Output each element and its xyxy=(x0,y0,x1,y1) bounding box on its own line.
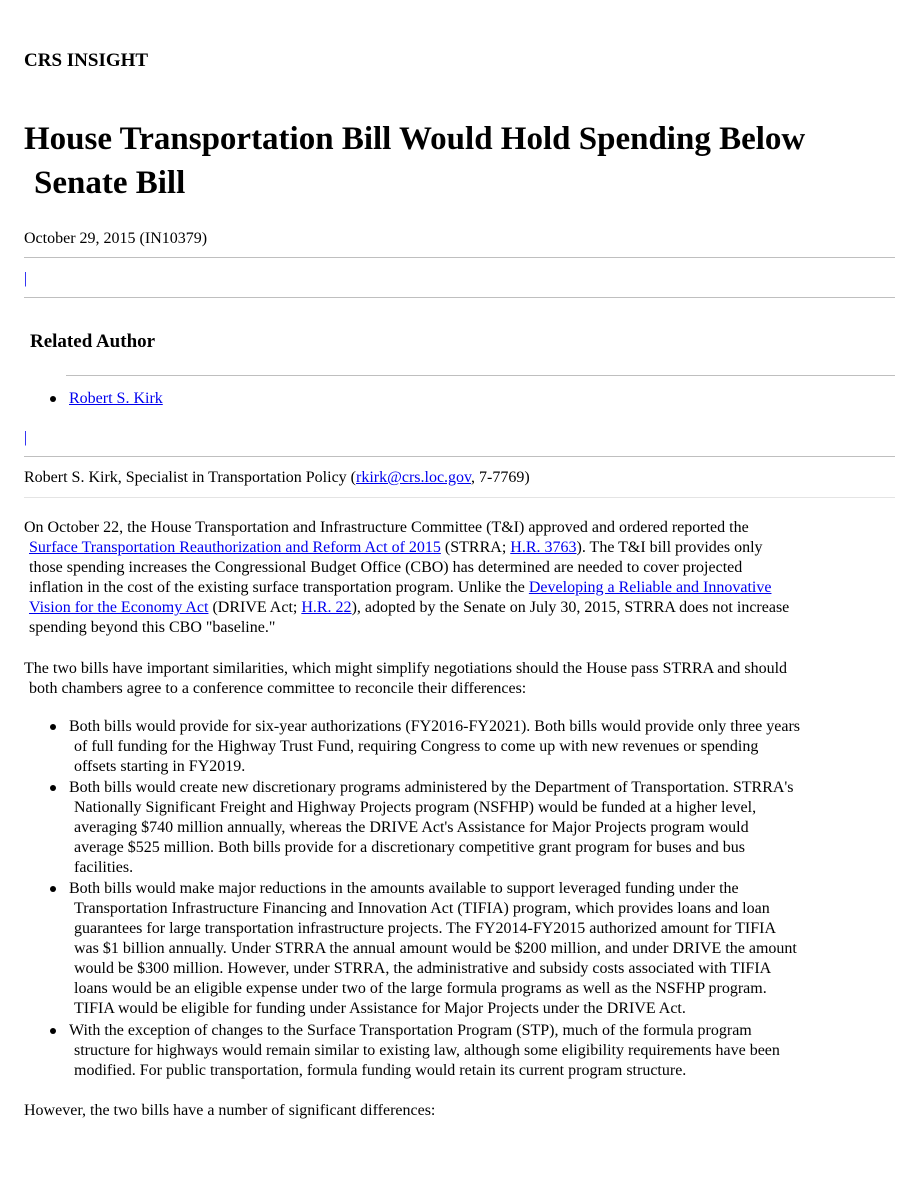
anchor-link[interactable] xyxy=(24,428,27,448)
text-line xyxy=(24,538,789,558)
author-byline xyxy=(24,468,530,488)
paragraph-intro xyxy=(24,518,789,638)
text-line: average $525 million. Both bills provide for a discretionary competitive grant program for buses and bus xyxy=(74,839,745,856)
paragraph-differences: However, the two bills have a number of significant differences: xyxy=(24,1102,436,1119)
related-author-heading: Related Author xyxy=(30,331,156,352)
hr3763-link[interactable]: H.R. 3763 xyxy=(510,539,577,556)
divider xyxy=(66,375,895,376)
text-line xyxy=(24,578,789,598)
text-line: structure for highways would remain similar to existing law, although some eligibility requirements have been xyxy=(74,1042,780,1059)
hr22-link[interactable]: H.R. 22 xyxy=(301,599,352,616)
title-line-2: Senate Bill xyxy=(34,165,186,201)
bullet-icon xyxy=(50,396,56,402)
text-line: offsets starting in FY2019. xyxy=(74,758,246,775)
text-line: Both bills would make major reductions in the amounts available to support leveraged funding under the xyxy=(69,880,739,897)
bullet-icon xyxy=(50,785,56,791)
text-line: TIFIA would be eligible for funding under Assistance for Major Projects under the DRIVE Act. xyxy=(74,1000,686,1017)
text-line: Both bills would provide for six-year authorizations (FY2016-FY2021). Both bills would provide only three years xyxy=(69,718,801,735)
text-line xyxy=(24,598,789,618)
text-line: Transportation Infrastructure Financing and Innovation Act (TIFIA) program, which provides loans and loan xyxy=(74,900,770,917)
author-email-link[interactable]: rkirk@crs.loc.gov xyxy=(356,469,471,486)
anchor-link-text[interactable]: | xyxy=(24,429,28,446)
title-line-1: House Transportation Bill Would Hold Spending Below xyxy=(24,121,806,157)
text-line: both chambers agree to a conference committee to reconcile their differences: xyxy=(29,680,527,697)
text-line: facilities. xyxy=(74,859,134,876)
text-fragment: ). The T&I bill provides only xyxy=(576,539,763,556)
text-line: loans would be an eligible expense under two of the large formula programs as well as the NSFHP program. xyxy=(74,980,767,997)
text-line: With the exception of changes to the Surface Transportation Program (STP), much of the formula program xyxy=(69,1022,752,1039)
text-line: guarantees for large transportation infrastructure projects. The FY2014-FY2015 authorized amount for TIFIA xyxy=(74,920,777,937)
byline-phone: , 7-7769) xyxy=(471,469,530,486)
paragraph-similarities xyxy=(24,659,787,699)
author-link[interactable]: Robert S. Kirk xyxy=(69,390,163,407)
text-line: modified. For public transportation, formula funding would retain its current program structure. xyxy=(74,1062,687,1079)
text-line: averaging $740 million annually, whereas the DRIVE Act's Assistance for Major Projects program would xyxy=(74,819,749,836)
bullet-icon xyxy=(50,724,56,730)
page-title xyxy=(24,117,904,205)
bullet-icon xyxy=(50,1028,56,1034)
text-line: On October 22, the House Transportation and Infrastructure Committee (T&I) approved and ordered reported the xyxy=(24,519,749,536)
text-fragment: ), adopted by the Senate on July 30, 2015, STRRA does not increase xyxy=(351,599,790,616)
report-type-label: CRS INSIGHT xyxy=(24,50,149,71)
anchor-link-text[interactable]: | xyxy=(24,270,28,287)
text-line: of full funding for the Highway Trust Fund, requiring Congress to come up with new revenues or spending xyxy=(74,738,759,755)
byline-text: Robert S. Kirk, Specialist in Transportation Policy ( xyxy=(24,469,356,486)
text-fragment: (DRIVE Act; xyxy=(208,599,302,616)
divider xyxy=(24,257,895,258)
text-line: those spending increases the Congressional Budget Office (CBO) has determined are needed to cover projected xyxy=(29,559,743,576)
drive-act-link[interactable]: Developing a Reliable and Innovative xyxy=(528,579,772,596)
bullet-icon xyxy=(50,886,56,892)
text-line: The two bills have important similarities, which might simplify negotiations should the House pass STRRA and should xyxy=(24,660,788,677)
text-fragment: inflation in the cost of the existing surface transportation program. Unlike the xyxy=(29,579,529,596)
strra-link[interactable]: Surface Transportation Reauthorization and Reform Act of 2015 xyxy=(29,539,441,556)
anchor-link[interactable] xyxy=(24,269,27,289)
text-line: spending beyond this CBO "baseline." xyxy=(29,619,276,636)
text-line: Both bills would create new discretionary programs administered by the Department of Transportation. STRRA's xyxy=(69,779,794,796)
text-fragment: (STRRA; xyxy=(440,539,511,556)
divider xyxy=(24,297,895,298)
text-line: Nationally Significant Freight and Highway Projects program (NSFHP) would be funded at a higher level, xyxy=(74,799,757,816)
divider xyxy=(24,456,895,457)
text-line: was $1 billion annually. Under STRRA the annual amount would be $200 million, and under DRIVE the amount xyxy=(74,940,797,957)
text-line: would be $300 million. However, under STRRA, the administrative and subsidy costs associated with TIFIA xyxy=(74,960,772,977)
divider xyxy=(24,497,895,498)
drive-act-link-cont[interactable]: Vision for the Economy Act xyxy=(29,599,209,616)
publication-date: October 29, 2015 (IN10379) xyxy=(24,230,208,247)
